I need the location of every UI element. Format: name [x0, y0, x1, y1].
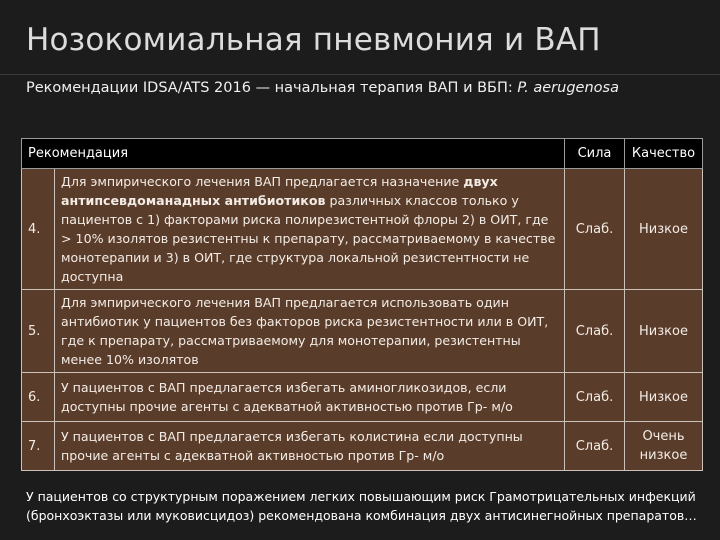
row-text-bold: двух антипсевдоманадных антибиотиков [61, 174, 498, 208]
row-strength: Слаб. [565, 373, 625, 422]
row-text-part: различных классов только у пациентов с 1) факторами риска полирезистентной флоры 2) в ОИТ, где > 10% изолятов резистентны к препарату, рассматриваемому в качестве монотерапии и 3) в ОИТ, где структура локальной резистентности не доступна [61, 193, 556, 284]
row-text [55, 290, 565, 373]
row-text [55, 169, 565, 290]
row-quality: Низкое [625, 290, 703, 373]
table-row [22, 290, 703, 373]
table-row [22, 373, 703, 422]
slide-title: Нозокомиальная пневмония и ВАП [26, 22, 601, 58]
table-row [22, 422, 703, 471]
table-row [22, 169, 703, 290]
row-text-part: У пациентов с ВАП предлагается избегать колистина если доступны прочие агенты с адекватной активностью против Гр- м/о [61, 429, 523, 463]
header-strength: Сила [565, 139, 625, 169]
row-quality: Низкое [625, 373, 703, 422]
recommendations-table [21, 138, 703, 471]
row-text [55, 373, 565, 422]
row-text [55, 422, 565, 471]
row-number: 4. [22, 169, 55, 290]
row-number: 7. [22, 422, 55, 471]
row-strength: Слаб. [565, 422, 625, 471]
table-header-row [22, 139, 703, 169]
row-text-part: У пациентов с ВАП предлагается избегать аминогликозидов, если доступны прочие агенты с адекватной активностью против Гр- м/о [61, 380, 513, 414]
row-quality: Очень низкое [625, 422, 703, 471]
row-strength: Слаб. [565, 290, 625, 373]
header-quality: Качество [625, 139, 703, 169]
row-number: 6. [22, 373, 55, 422]
row-quality: Низкое [625, 169, 703, 290]
subtitle-pathogen: P. aerugenosa [517, 80, 619, 96]
row-text-part: Для эмпирического лечения ВАП предлагается назначение [61, 174, 464, 189]
title-divider [0, 74, 720, 75]
header-recommendation: Рекомендация [22, 139, 565, 169]
footer-note: У пациентов со структурным поражением легких повышающим риск Грамотрицательных инфекций (бронхоэктазы или муковисцидоз) рекомендована комбинация двух антисинегнойных препаратов… [26, 489, 697, 523]
subtitle-main: Рекомендации IDSA/ATS 2016 — начальная терапия ВАП и ВБП: [26, 80, 518, 96]
slide-subtitle [26, 80, 619, 96]
row-strength: Слаб. [565, 169, 625, 290]
row-number: 5. [22, 290, 55, 373]
row-text-part: Для эмпирического лечения ВАП предлагается использовать один антибиотик у пациентов без факторов риска резистентности или в ОИТ, где к препарату, рассматриваемому для монотерапии, резистентны менее 10% изолятов [61, 295, 549, 367]
